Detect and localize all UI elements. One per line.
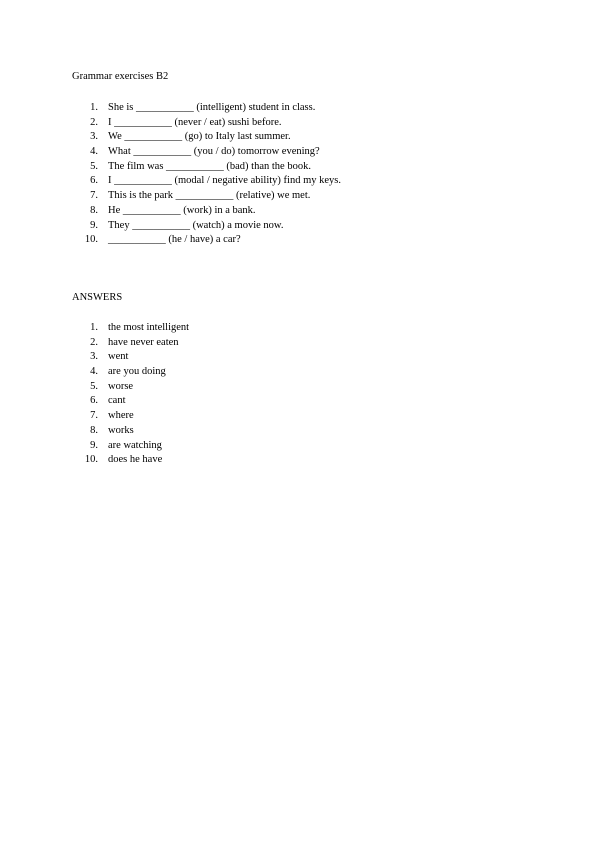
answer-item (72, 409, 189, 424)
answer-text: worse (108, 380, 134, 392)
answer-text: are you doing (108, 366, 166, 378)
answer-item (72, 453, 189, 468)
answer-text: where (108, 410, 134, 422)
exercise-sentence: I ___________ (modal / negative ability) find my keys. (108, 175, 341, 187)
answer-text: the most intelligent (108, 322, 190, 333)
answer-number: 5. (90, 380, 98, 392)
exercise-number: 6. (90, 175, 98, 187)
exercise-item (72, 219, 341, 234)
exercise-number: 1. (90, 102, 98, 113)
answer-number: 9. (90, 439, 98, 451)
exercise-sentence: What ___________ (you / do) tomorrow evening? (108, 146, 320, 158)
exercise-item (72, 130, 341, 145)
exercise-item (72, 189, 341, 204)
exercise-sentence: ___________ (he / have) a car? (108, 234, 241, 246)
exercise-sentence: This is the park ___________ (relative) we met. (108, 190, 311, 202)
answer-number: 7. (90, 410, 98, 422)
answer-text: works (108, 424, 134, 436)
answer-number: 6. (90, 395, 98, 407)
exercise-sentence: She is ___________ (intelligent) student in class. (108, 102, 316, 113)
answer-number: 4. (90, 366, 98, 378)
answer-item (72, 394, 189, 409)
exercise-number: 10. (84, 234, 98, 246)
exercise-item (72, 204, 341, 219)
exercise-sentence: The film was ___________ (bad) than the book. (108, 160, 311, 172)
exercise-sentence: We ___________ (go) to Italy last summer. (108, 131, 291, 143)
answer-item (72, 439, 189, 454)
answer-item (72, 336, 189, 351)
exercise-list (72, 101, 341, 248)
answer-number: 2. (90, 336, 98, 348)
answer-item (72, 321, 189, 336)
exercise-item (72, 233, 341, 248)
exercise-number: 5. (90, 160, 98, 172)
answers-heading: ANSWERS (72, 292, 123, 303)
exercise-number: 8. (90, 204, 98, 216)
exercise-item (72, 145, 341, 160)
answer-item (72, 350, 189, 365)
answer-number: 10. (84, 454, 98, 466)
exercise-sentence: He ___________ (work) in a bank. (108, 204, 256, 216)
exercise-item (72, 101, 341, 116)
answer-item (72, 424, 189, 439)
answer-list (72, 321, 189, 468)
answer-text: are watching (108, 439, 162, 451)
answer-number: 1. (90, 322, 98, 333)
exercise-number: 7. (90, 190, 98, 202)
answer-text: have never eaten (108, 336, 179, 348)
answer-text: cant (108, 395, 126, 407)
answer-item (72, 365, 189, 380)
answer-number: 3. (90, 351, 98, 363)
exercise-sentence: They ___________ (watch) a movie now. (108, 219, 284, 231)
exercise-number: 9. (90, 219, 98, 231)
exercise-item (72, 160, 341, 175)
document-title: Grammar exercises B2 (72, 71, 169, 82)
exercise-sentence: I ___________ (never / eat) sushi before. (108, 116, 282, 128)
answer-number: 8. (90, 424, 98, 436)
answer-text: went (108, 351, 129, 363)
exercise-item (72, 116, 341, 131)
answer-text: does he have (108, 454, 163, 466)
exercise-item (72, 174, 341, 189)
exercise-number: 3. (90, 131, 98, 143)
exercise-number: 4. (90, 146, 98, 158)
answer-item (72, 380, 189, 395)
exercise-number: 2. (90, 116, 98, 128)
